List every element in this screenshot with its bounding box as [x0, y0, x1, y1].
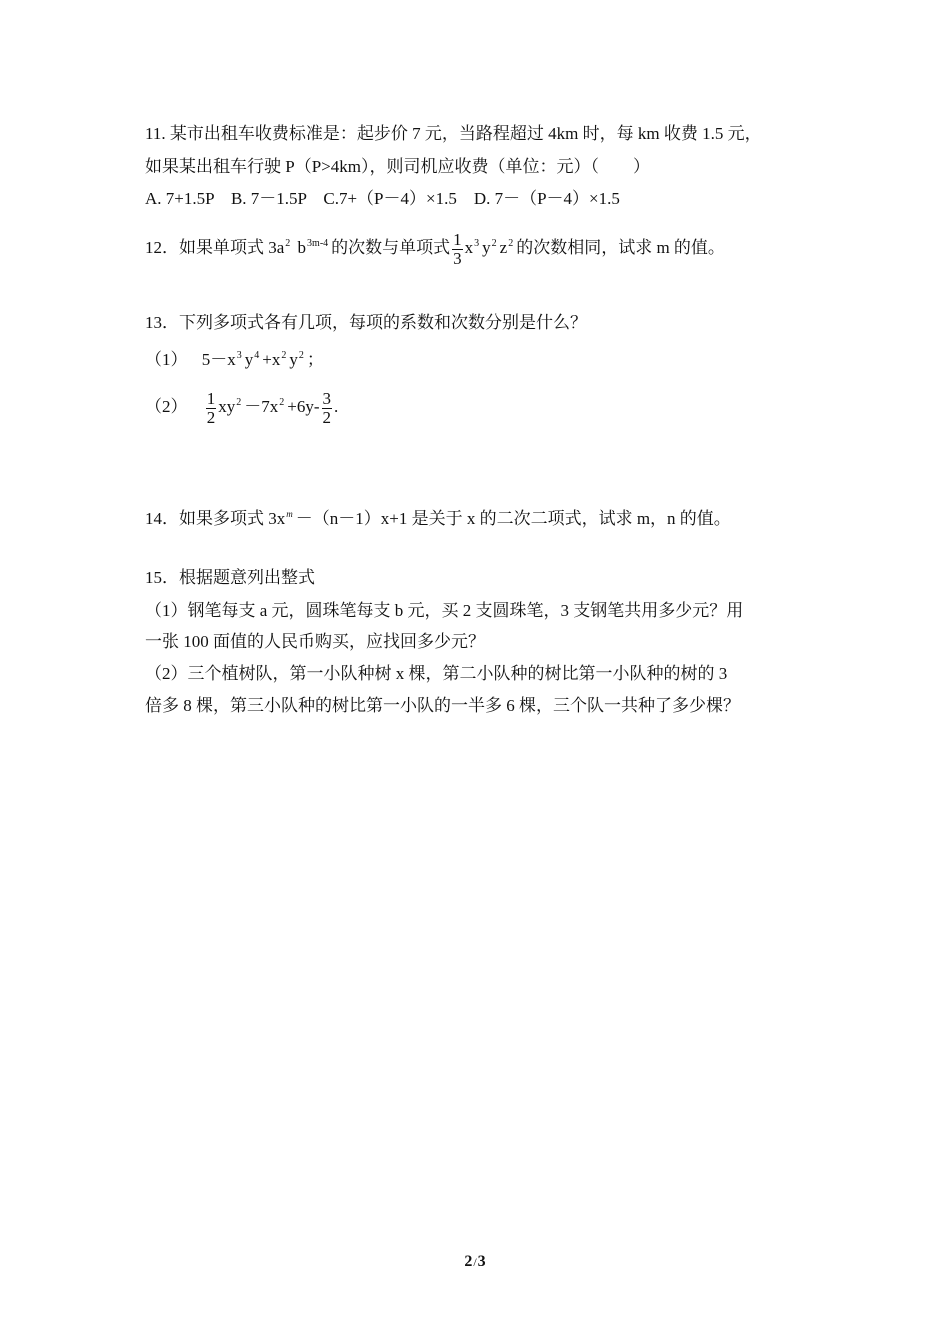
q15-part2-line1: （2）三个植树队，第一小队种树 x 棵，第二小队种的树比第一小队种的树的 3 — [145, 664, 728, 683]
q13-stem: 13．下列多项式各有几项，每项的系数和次数分别是什么？ — [145, 313, 587, 332]
q15-part2-line2: 倍多 8 棵，第三小队种的树比第一小队的一半多 6 棵，三个队一共种了多少棵？ — [145, 696, 740, 715]
q13-part1: （1） $5-x^3$ $y^4 +x^2$ $y^2$ ； — [145, 350, 324, 369]
q12-fraction: $\frac{1}{3}$ — [453, 229, 462, 268]
page-number: 2/3 — [464, 1253, 486, 1270]
q11-stem-line1: 11. 某市出租车收费标准是：起步价 7 元，当路程超过 4km 时，每 km 收费 1.5 元， — [145, 124, 762, 143]
q13-fraction-three-halves: $\frac{3}{2}$ — [322, 388, 331, 427]
q14-question: 14．如果多项式 $3x^m -(n-1)x+1$ 是关于 x 的二次二项式，试求 m，n 的值。 — [145, 509, 731, 528]
q12-question: 12．如果单项式 $3a^2$ $b^{3m-4}$ 的次数与单项式 $\frac{1}{3}$ $x^3$ $y^2$ $z^2$ 的次数相同，试求 m 的值。 — [145, 229, 725, 268]
q11-options: A. 7+1.5P B. 7－1.5P C.7+（P－4）×1.5 D. 7－（P－4）×1.5 — [145, 189, 620, 208]
q11-stem-line2: 如果某出租车行驶 P（P>4km），则司机应收费（单位：元）（ ） — [145, 157, 650, 176]
q15-stem: 15．根据题意列出整式 — [145, 568, 315, 587]
q13-fraction-half: $\frac{1}{2}$ — [206, 388, 216, 427]
q15-part1-line1: （1）钢笔每支 a 元，圆珠笔每支 b 元，买 2 支圆珠笔，3 支钢笔共用多少元？用 — [145, 601, 744, 620]
q15-part1-line2: 一张 100 面值的人民币购买，应找回多少元？ — [145, 632, 485, 651]
q13-part2: （2） $\frac{1}{2}$ $xy^2 -7x^2 +6y-$ $\frac{3}{2}$ . — [145, 388, 339, 427]
